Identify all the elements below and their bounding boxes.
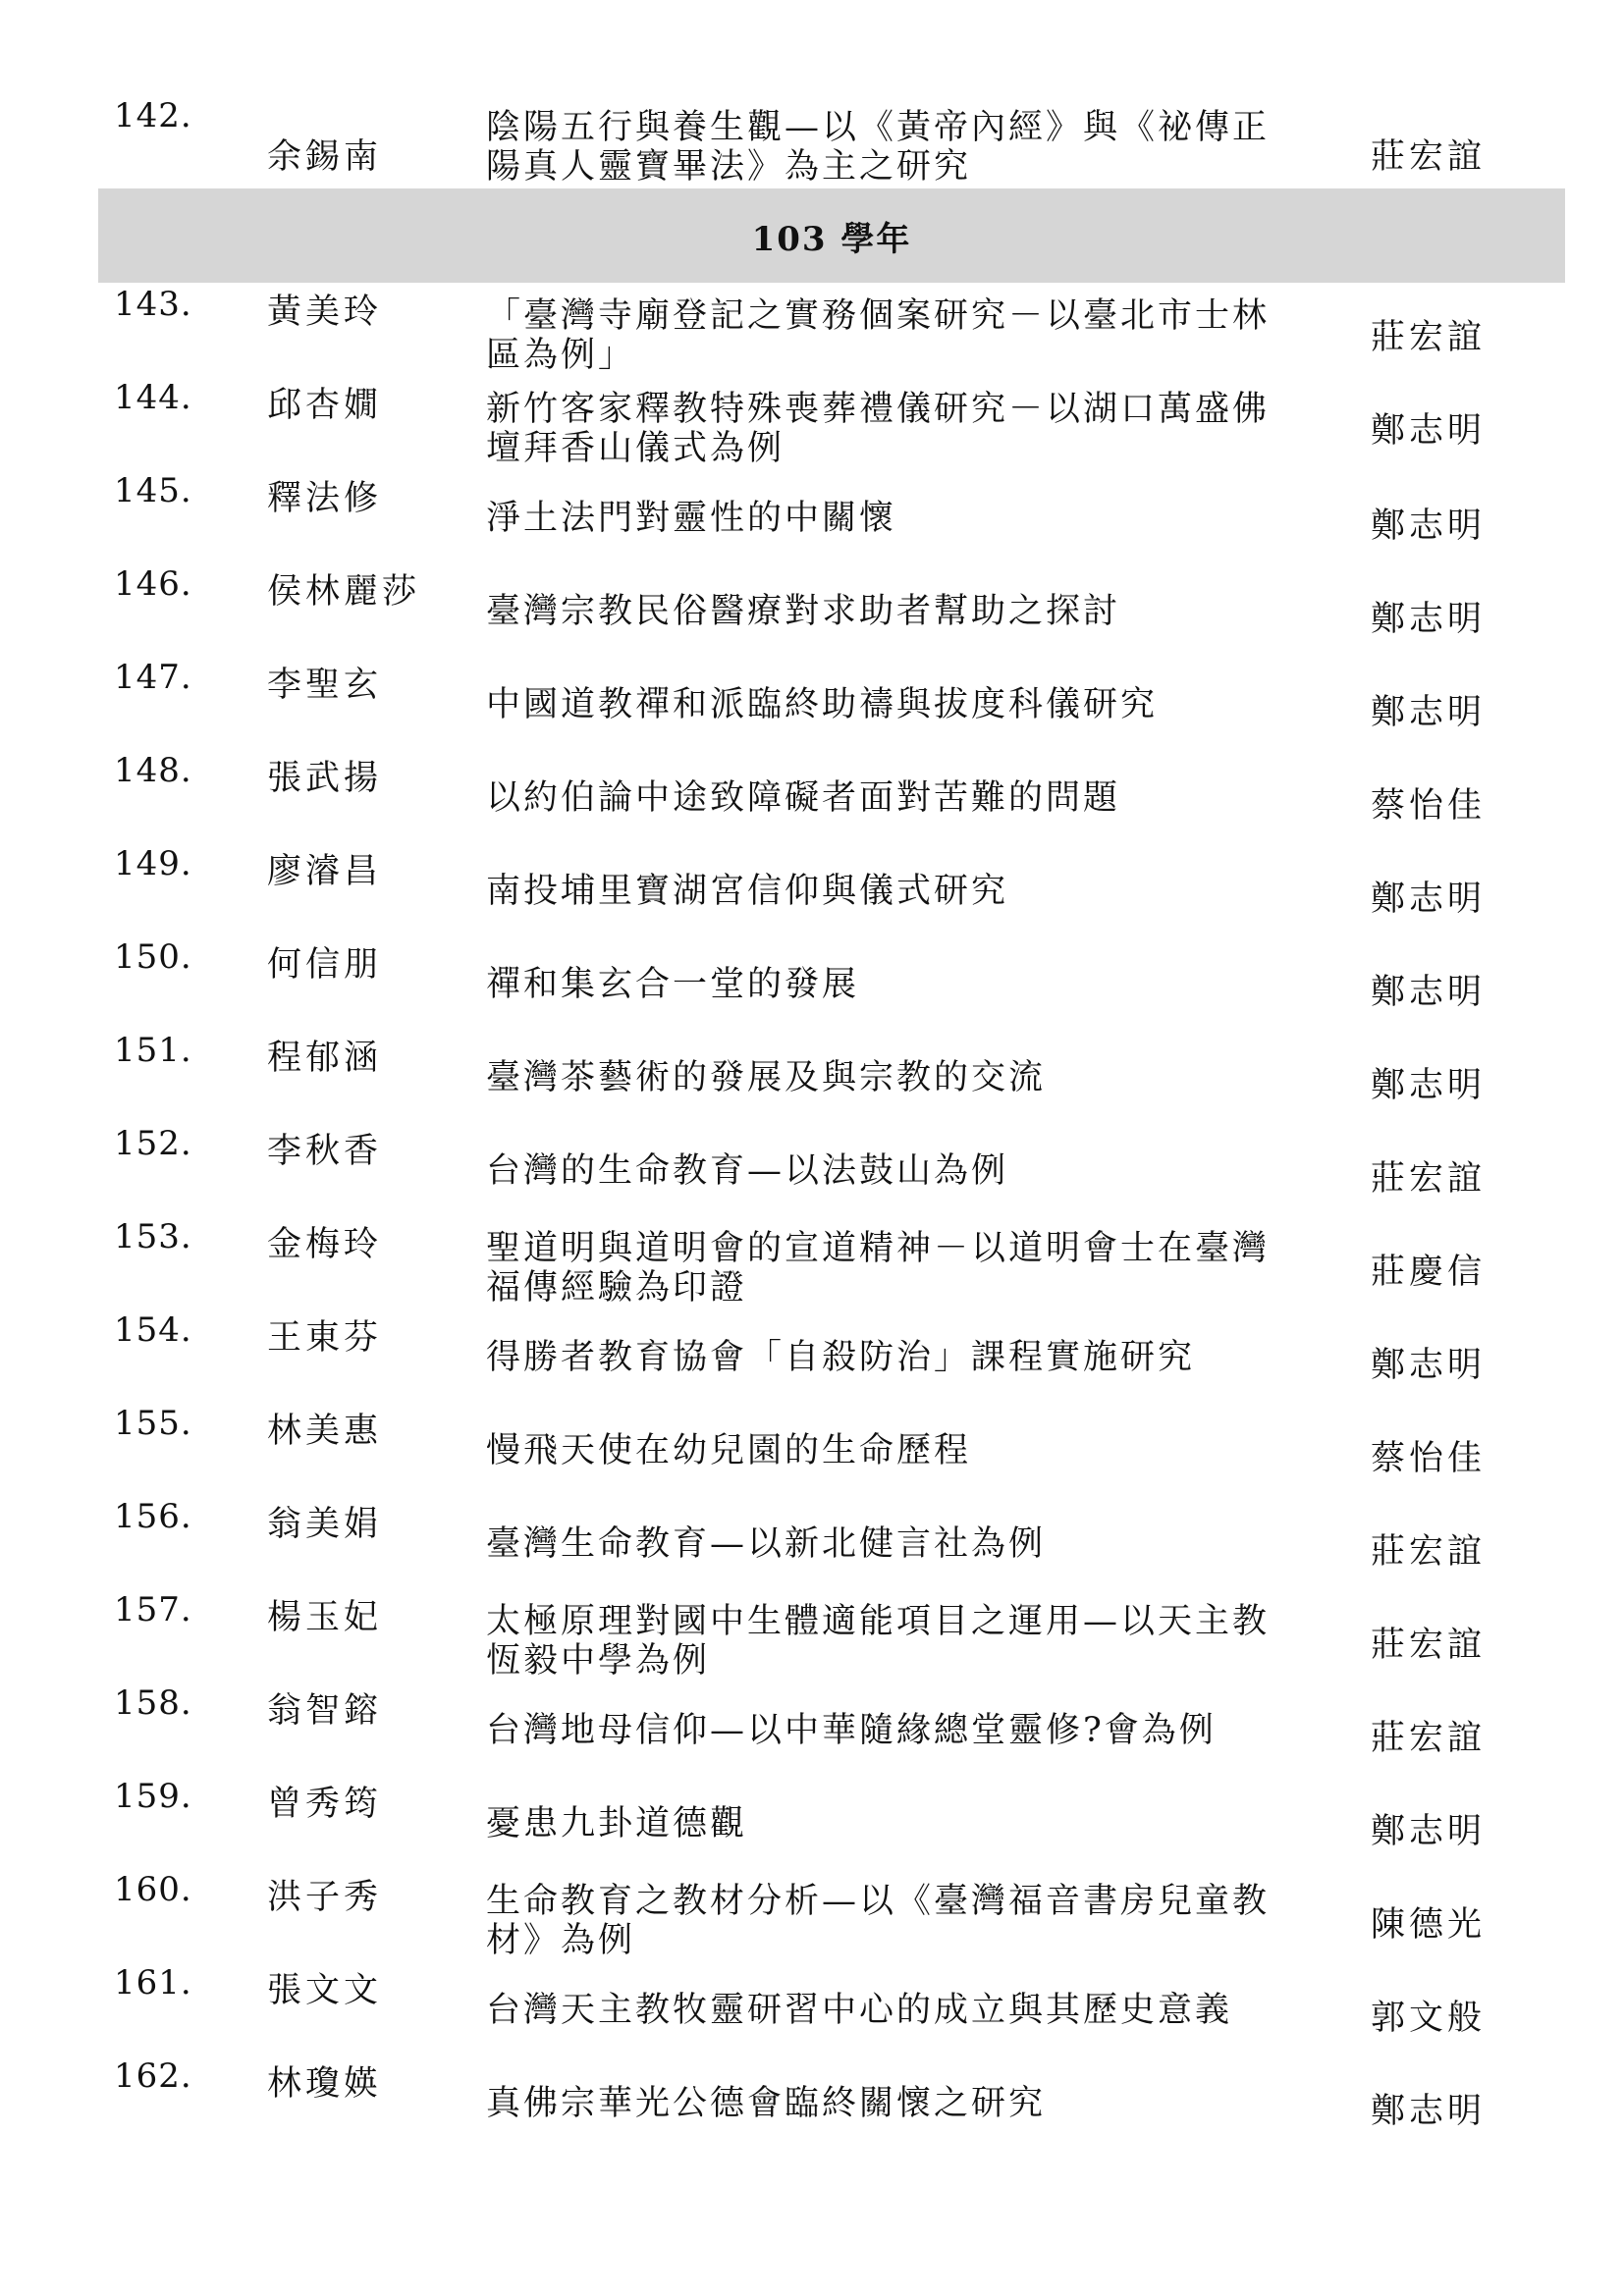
thesis-title: 禪和集玄合一堂的發展 <box>486 965 860 1004</box>
advisor-name: 莊宏誼 <box>1371 1626 1487 1665</box>
student-name: 林美惠 <box>267 1412 383 1451</box>
advisor-name: 鄭志明 <box>1371 507 1487 546</box>
student-name: 張文文 <box>267 1971 383 2010</box>
entry-number: 152. <box>114 1124 192 1163</box>
entry-number: 154. <box>114 1310 192 1350</box>
student-name: 黃美玲 <box>267 293 383 332</box>
student-name: 王東芬 <box>267 1318 383 1358</box>
thesis-title: 淨土法門對靈性的中關懷 <box>486 499 897 538</box>
entry-number: 151. <box>114 1031 192 1070</box>
advisor-name: 莊宏誼 <box>1371 1719 1487 1758</box>
entry-number: 162. <box>114 2056 192 2096</box>
student-name: 何信朋 <box>267 945 383 985</box>
thesis-title: 生命教育之教材分析—以《臺灣福音書房兒童教材》為例 <box>486 1882 1271 1960</box>
thesis-title: 陰陽五行與養生觀—以《黃帝內經》與《祕傳正陽真人靈寶畢法》為主之研究 <box>486 108 1271 187</box>
academic-year-banner: 103 學年 <box>98 188 1565 283</box>
entry-number: 150. <box>114 937 192 977</box>
student-name: 金梅玲 <box>267 1225 383 1264</box>
advisor-name: 鄭志明 <box>1371 1066 1487 1105</box>
thesis-title: 憂患九卦道德觀 <box>486 1804 748 1843</box>
thesis-title: 台灣天主教牧靈研習中心的成立與其歷史意義 <box>486 1991 1233 2030</box>
advisor-name: 蔡怡佳 <box>1371 786 1487 826</box>
thesis-title: 台灣的生命教育—以法鼓山為例 <box>486 1151 1009 1191</box>
thesis-title: 慢飛天使在幼兒園的生命歷程 <box>486 1431 972 1470</box>
entry-number: 155. <box>114 1404 192 1443</box>
student-name: 釋法修 <box>267 479 383 518</box>
advisor-name: 蔡怡佳 <box>1371 1439 1487 1478</box>
advisor-name: 郭文般 <box>1371 1999 1487 2038</box>
student-name: 侯林麗莎 <box>267 572 421 612</box>
entry-number: 153. <box>114 1217 192 1256</box>
entry-number: 158. <box>114 1683 192 1723</box>
thesis-title: 台灣地母信仰—以中華隨緣總堂靈修?會為例 <box>486 1711 1217 1750</box>
thesis-title: 中國道教禪和派臨終助禱與拔度科儀研究 <box>486 685 1159 724</box>
student-name: 廖濬昌 <box>267 852 383 891</box>
student-name: 楊玉妃 <box>267 1598 383 1637</box>
student-name: 林瓊媖 <box>267 2064 383 2104</box>
entry-number: 147. <box>114 658 192 697</box>
thesis-title: 以約伯論中途致障礙者面對苦難的問題 <box>486 778 1121 818</box>
advisor-name: 鄭志明 <box>1371 1346 1487 1385</box>
advisor-name: 鄭志明 <box>1371 880 1487 919</box>
student-name: 洪子秀 <box>267 1878 383 1917</box>
advisor-name: 鄭志明 <box>1371 411 1487 451</box>
advisor-name: 鄭志明 <box>1371 973 1487 1012</box>
thesis-title: 南投埔里寶湖宮信仰與儀式研究 <box>486 872 1009 911</box>
advisor-name: 莊宏誼 <box>1371 318 1487 357</box>
thesis-title: 臺灣茶藝術的發展及與宗教的交流 <box>486 1058 1047 1097</box>
thesis-title: 真佛宗華光公德會臨終關懷之研究 <box>486 2084 1047 2123</box>
advisor-name: 鄭志明 <box>1371 2092 1487 2131</box>
entry-number: 143. <box>114 285 192 324</box>
advisor-name: 莊宏誼 <box>1371 1159 1487 1199</box>
advisor-name: 莊慶信 <box>1371 1253 1487 1292</box>
thesis-title: 得勝者教育協會「自殺防治」課程實施研究 <box>486 1338 1196 1377</box>
advisor-name: 莊宏誼 <box>1371 137 1487 177</box>
entry-number: 142. <box>114 96 192 135</box>
advisor-name: 莊宏誼 <box>1371 1532 1487 1572</box>
student-name: 翁智鎔 <box>267 1691 383 1731</box>
thesis-title: 新竹客家釋教特殊喪葬禮儀研究－以湖口萬盛佛壇拜香山儀式為例 <box>486 390 1271 468</box>
entry-number: 145. <box>114 471 192 510</box>
entry-number: 144. <box>114 378 192 417</box>
entry-number: 161. <box>114 1963 192 2002</box>
entry-number: 156. <box>114 1497 192 1536</box>
student-name: 李秋香 <box>267 1132 383 1171</box>
thesis-title: 臺灣生命教育—以新北健言社為例 <box>486 1524 1047 1564</box>
entry-number: 160. <box>114 1870 192 1909</box>
advisor-name: 鄭志明 <box>1371 600 1487 639</box>
advisor-name: 鄭志明 <box>1371 1812 1487 1851</box>
entry-number: 157. <box>114 1590 192 1629</box>
entry-number: 159. <box>114 1777 192 1816</box>
entry-number: 149. <box>114 844 192 883</box>
student-name: 曾秀筠 <box>267 1785 383 1824</box>
student-name: 余錫南 <box>267 137 383 177</box>
entry-number: 146. <box>114 564 192 604</box>
thesis-title: 聖道明與道明會的宣道精神－以道明會士在臺灣福傳經驗為印證 <box>486 1229 1271 1308</box>
student-name: 邱杏嫺 <box>267 386 383 425</box>
thesis-title: 臺灣宗教民俗醫療對求助者幫助之探討 <box>486 592 1121 631</box>
student-name: 張武揚 <box>267 759 383 798</box>
student-name: 李聖玄 <box>267 666 383 705</box>
entry-number: 148. <box>114 751 192 790</box>
student-name: 翁美娟 <box>267 1505 383 1544</box>
advisor-name: 鄭志明 <box>1371 693 1487 732</box>
advisor-name: 陳德光 <box>1371 1905 1487 1945</box>
thesis-title: 「臺灣寺廟登記之實務個案研究－以臺北市士林區為例」 <box>486 296 1271 375</box>
thesis-title: 太極原理對國中生體適能項目之運用—以天主教恆毅中學為例 <box>486 1602 1271 1681</box>
student-name: 程郁涵 <box>267 1039 383 1078</box>
